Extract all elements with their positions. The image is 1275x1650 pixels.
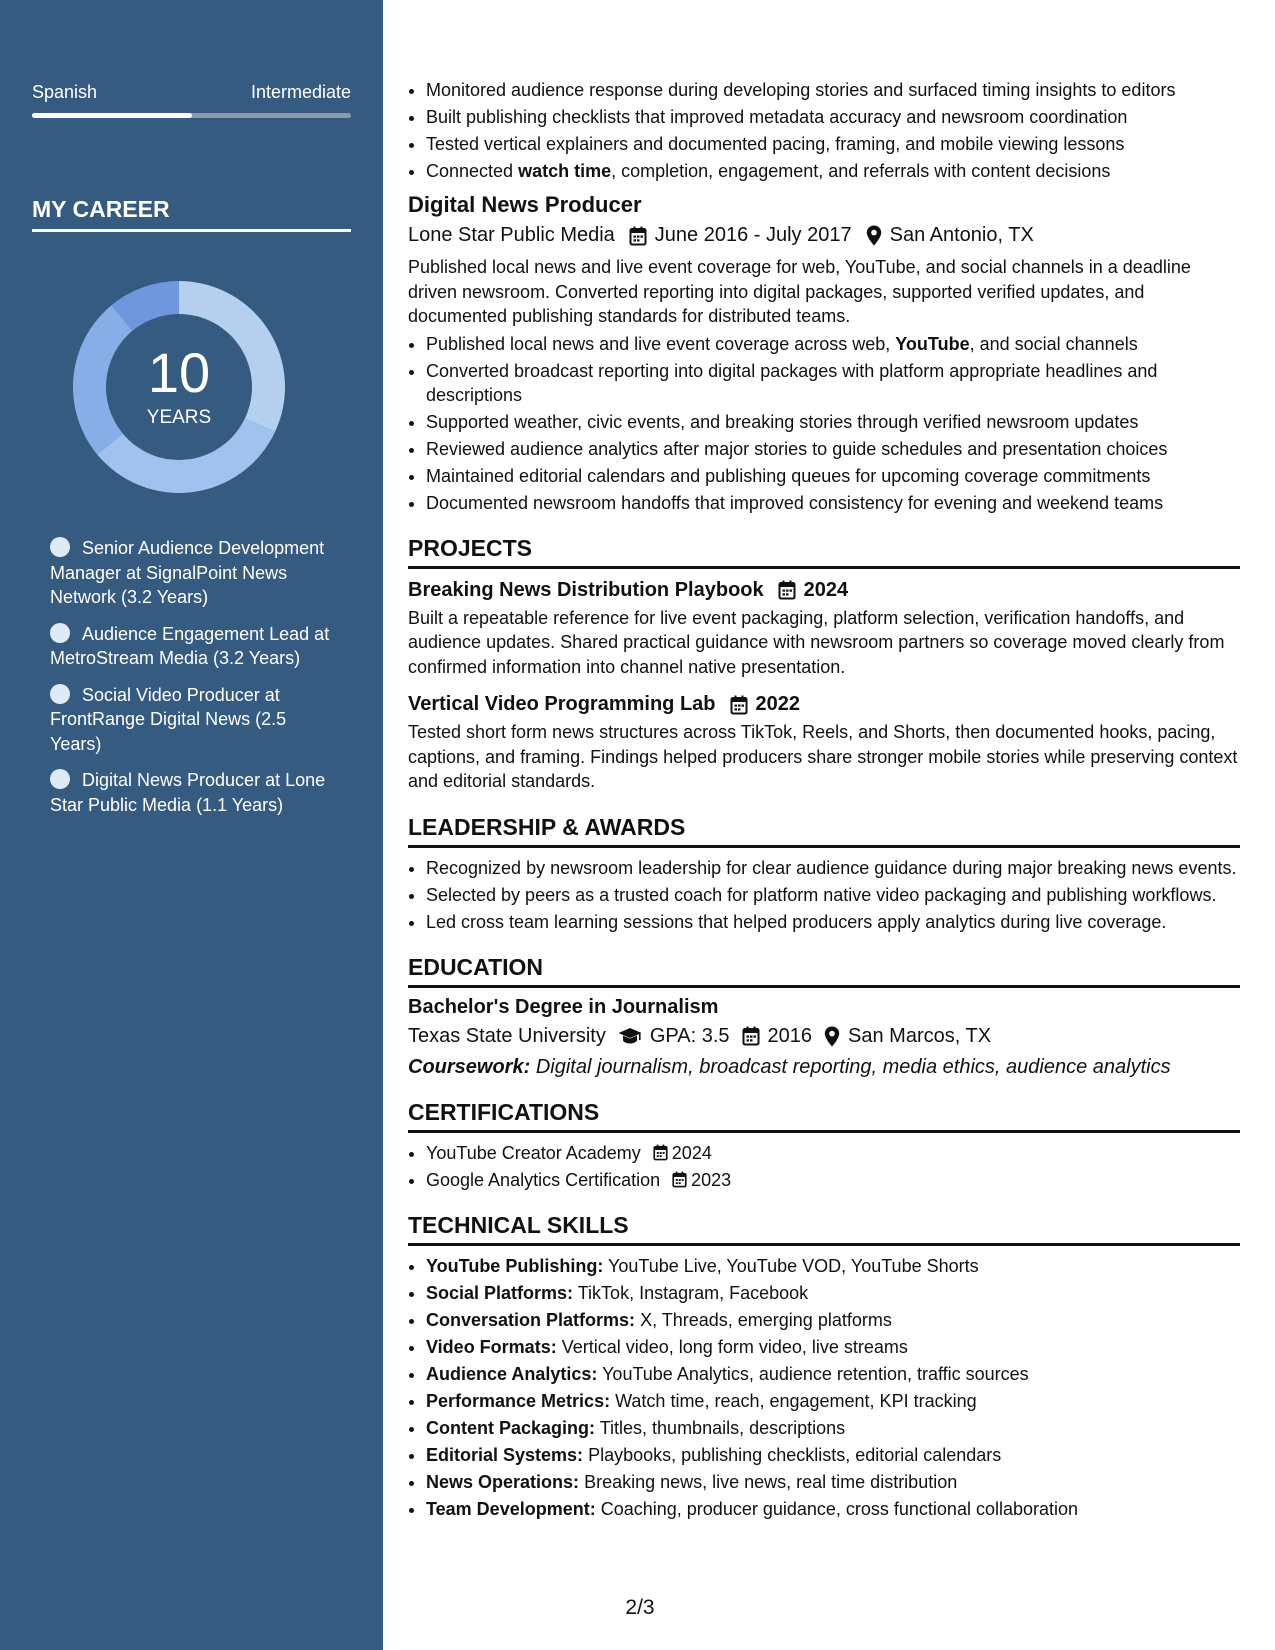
bullet-item — [426, 359, 1240, 407]
skill-label: YouTube Publishing: — [426, 1255, 604, 1276]
calendar-icon — [778, 580, 796, 600]
project-description: Tested short form news structures across TikTok, Reels, and Shorts, then documented hooks, pacing, captions, and framing. Findings helped producers share stronger mobile stories while preserving context and editorial standards. — [408, 722, 1238, 791]
bullet-item — [426, 491, 1240, 515]
language-proficiency-bar — [32, 113, 351, 118]
skill-label: Social Platforms: — [426, 1282, 574, 1303]
skill-item — [426, 1416, 1240, 1440]
calendar-icon — [730, 695, 748, 715]
skill-item — [426, 1470, 1240, 1494]
skill-value: Titles, thumbnails, descriptions — [599, 1417, 846, 1438]
certification-name: • YouTube Creator Academy — [426, 1142, 641, 1163]
skill-label: Conversation Platforms: — [426, 1309, 636, 1330]
career-legend-item — [50, 768, 330, 817]
bullet-item-text: Monitored audience response during developing stories and surfaced timing insights to editors — [426, 80, 1176, 100]
bullet-item-text: Converted broadcast reporting into digital packages with platform appropriate headlines and descriptions — [426, 360, 1158, 405]
career-legend-label: Digital News Producer at Lone Star Public Media (1.1 Years) — [50, 770, 326, 815]
bullet-item-text: Connected — [426, 161, 519, 181]
project-description: Built a repeatable reference for live event packaging, platform selection, verification handoffs, and audience updates. Shared practical guidance with newsroom partners so coverage moved clearly from confirmed information into channel native presentation. — [408, 607, 1225, 677]
job-dates: June 2016 - July 2017 — [654, 224, 852, 246]
project-title: Breaking News Distribution Playbook — [408, 578, 764, 601]
legend-dot-icon — [50, 623, 70, 643]
bullet-item — [426, 132, 1240, 156]
skill-value: YouTube Analytics, audience retention, traffic sources — [602, 1363, 1029, 1384]
bullet-item-text: Built publishing checklists that improved metadata accuracy and newsroom coordination — [426, 107, 1128, 127]
bullet-item-text: Supported weather, civic events, and breaking stories through verified newsroom updates — [426, 411, 1139, 432]
school-name: Texas State University — [408, 1024, 606, 1047]
bullet-item — [426, 464, 1240, 488]
leadership-item: • Led cross team learning sessions that helped producers apply analytics during live coverage. — [426, 910, 1240, 934]
page-number: 2/3 — [625, 1596, 655, 1619]
bullet-item — [426, 332, 1240, 356]
main-content — [408, 78, 1240, 1524]
job-title: Digital News Producer — [408, 192, 642, 217]
skill-item — [426, 1497, 1240, 1521]
projects-list — [408, 579, 1240, 794]
sidebar — [0, 0, 383, 1650]
skill-label: Editorial Systems: — [426, 1444, 584, 1465]
calendar-icon — [672, 1171, 687, 1188]
language-row — [32, 82, 351, 103]
project-title-row — [408, 579, 1240, 602]
skill-item — [426, 1335, 1240, 1359]
location-pin-icon — [824, 1026, 840, 1047]
years-total: 10 — [147, 341, 211, 404]
skill-value: YouTube Live, YouTube VOD, YouTube Shorts — [608, 1255, 979, 1276]
certifications-heading: CERTIFICATIONS — [408, 1099, 1240, 1133]
donut-center-label — [66, 274, 292, 500]
job-meta — [408, 224, 1240, 247]
skill-value: Breaking news, live news, real time distribution — [584, 1471, 958, 1492]
bullet-item — [426, 159, 1240, 183]
degree-title: Bachelor's Degree in Journalism — [408, 995, 719, 1018]
job-location: San Antonio, TX — [889, 224, 1034, 246]
certification-item — [426, 1168, 1240, 1192]
career-legend-item — [50, 683, 330, 757]
bullet-item-text: Tested vertical explainers and documented pacing, framing, and mobile viewing lessons — [426, 134, 1125, 154]
project-title-row — [408, 693, 1240, 716]
legend-dot-icon — [50, 684, 70, 704]
project-title: Vertical Video Programming Lab — [408, 693, 716, 715]
skill-label: Content Packaging: — [426, 1417, 596, 1438]
previous-job-bullets — [408, 78, 1240, 183]
career-legend-label: Senior Audience Development Manager at SignalPoint News Network (3.2 Years) — [50, 538, 325, 607]
calendar-icon — [742, 1026, 760, 1046]
skill-item — [426, 1362, 1240, 1386]
job-bullets — [408, 332, 1240, 515]
skill-item — [426, 1254, 1240, 1278]
certification-year: 2024 — [671, 1142, 712, 1163]
bullet-item — [426, 437, 1240, 461]
project-year: 2024 — [803, 578, 849, 601]
location-pin-icon — [866, 225, 882, 246]
certification-year: 2023 — [691, 1169, 732, 1190]
job-company: Lone Star Public Media — [408, 224, 615, 246]
skill-value: Coaching, producer guidance, cross functional collaboration — [600, 1498, 1079, 1519]
skill-label: Performance Metrics: — [426, 1390, 611, 1411]
skill-label: Audience Analytics: — [426, 1363, 598, 1384]
bullet-item-text: Published local news and live event coverage across web, — [426, 333, 896, 354]
skill-label: Team Development: — [426, 1498, 596, 1519]
gpa: GPA: 3.5 — [649, 1024, 730, 1047]
projects-heading: PROJECTS — [408, 535, 1240, 569]
leadership-heading: LEADERSHIP & AWARDS — [408, 814, 1240, 848]
bullet-item-emphasis: YouTube — [895, 333, 970, 354]
career-legend — [50, 536, 330, 829]
coursework — [408, 1056, 1240, 1079]
certification-item — [426, 1141, 1240, 1165]
coursework-text: Digital journalism, broadcast reporting, media ethics, audience analytics — [535, 1055, 1171, 1078]
skill-value: Playbooks, publishing checklists, editorial calendars — [588, 1444, 1002, 1465]
skill-item — [426, 1281, 1240, 1305]
language-proficiency-fill — [32, 113, 192, 118]
skill-value: TikTok, Instagram, Facebook — [577, 1282, 809, 1303]
education-heading: EDUCATION — [408, 954, 1240, 988]
job-summary: Published local news and live event coverage for web, YouTube, and social channels in a deadline driven newsroom. Converted reporting into digital packages, supported verified updates, and documented publishing standards for distributed teams. — [408, 257, 1191, 326]
leadership-item: • Recognized by newsroom leadership for clear audience guidance during major breaking news events. — [426, 856, 1240, 880]
skill-value: Watch time, reach, engagement, KPI tracking — [615, 1390, 977, 1411]
skill-label: Video Formats: — [426, 1336, 557, 1357]
legend-dot-icon — [50, 537, 70, 557]
bullet-item-text: Maintained editorial calendars and publishing queues for upcoming coverage commitments — [426, 465, 1151, 486]
bullet-item-text: , and social channels — [969, 333, 1138, 354]
career-legend-label: Social Video Producer at FrontRange Digital News (2.5 Years) — [50, 684, 287, 754]
graduation-year: 2016 — [767, 1024, 813, 1047]
bullet-item — [426, 78, 1240, 102]
bullet-item — [426, 105, 1240, 129]
bullet-item-text: , completion, engagement, and referrals with content decisions — [611, 161, 1111, 181]
skill-item — [426, 1308, 1240, 1332]
bullet-item — [426, 410, 1240, 434]
coursework-label: Coursework: — [408, 1055, 531, 1078]
leadership-list — [408, 856, 1240, 934]
language-level: Intermediate — [250, 82, 351, 102]
education-meta — [408, 1025, 1240, 1048]
career-legend-item — [50, 622, 330, 671]
skill-item — [426, 1389, 1240, 1413]
certification-name: • Google Analytics Certification — [426, 1169, 661, 1190]
skill-value: Vertical video, long form video, live streams — [561, 1336, 908, 1357]
language-name: Spanish — [32, 82, 98, 102]
bullet-item-text: Reviewed audience analytics after major stories to guide schedules and presentation choices — [426, 438, 1168, 459]
calendar-icon — [629, 226, 647, 246]
skills-list — [408, 1254, 1240, 1521]
career-heading: MY CAREER — [32, 196, 351, 232]
certifications-list — [408, 1141, 1240, 1192]
bullet-item-emphasis: watch time — [518, 161, 612, 181]
skill-label: News Operations: — [426, 1471, 580, 1492]
leadership-item: • Selected by peers as a trusted coach for platform native video packaging and publishing workflows. — [426, 883, 1240, 907]
bullet-item-text: Documented newsroom handoffs that improved consistency for evening and weekend teams — [426, 492, 1164, 513]
project-year: 2022 — [755, 693, 800, 715]
skill-value: X, Threads, emerging platforms — [640, 1309, 892, 1330]
years-unit: YEARS — [146, 407, 212, 428]
skill-item — [426, 1443, 1240, 1467]
graduation-cap-icon — [618, 1027, 642, 1045]
skills-heading: TECHNICAL SKILLS — [408, 1212, 1240, 1246]
school-location: San Marcos, TX — [848, 1024, 992, 1047]
legend-dot-icon — [50, 769, 70, 789]
calendar-icon — [653, 1144, 668, 1161]
career-legend-label: Audience Engagement Lead at MetroStream Media (3.2 Years) — [50, 623, 330, 668]
career-legend-item — [50, 536, 330, 610]
